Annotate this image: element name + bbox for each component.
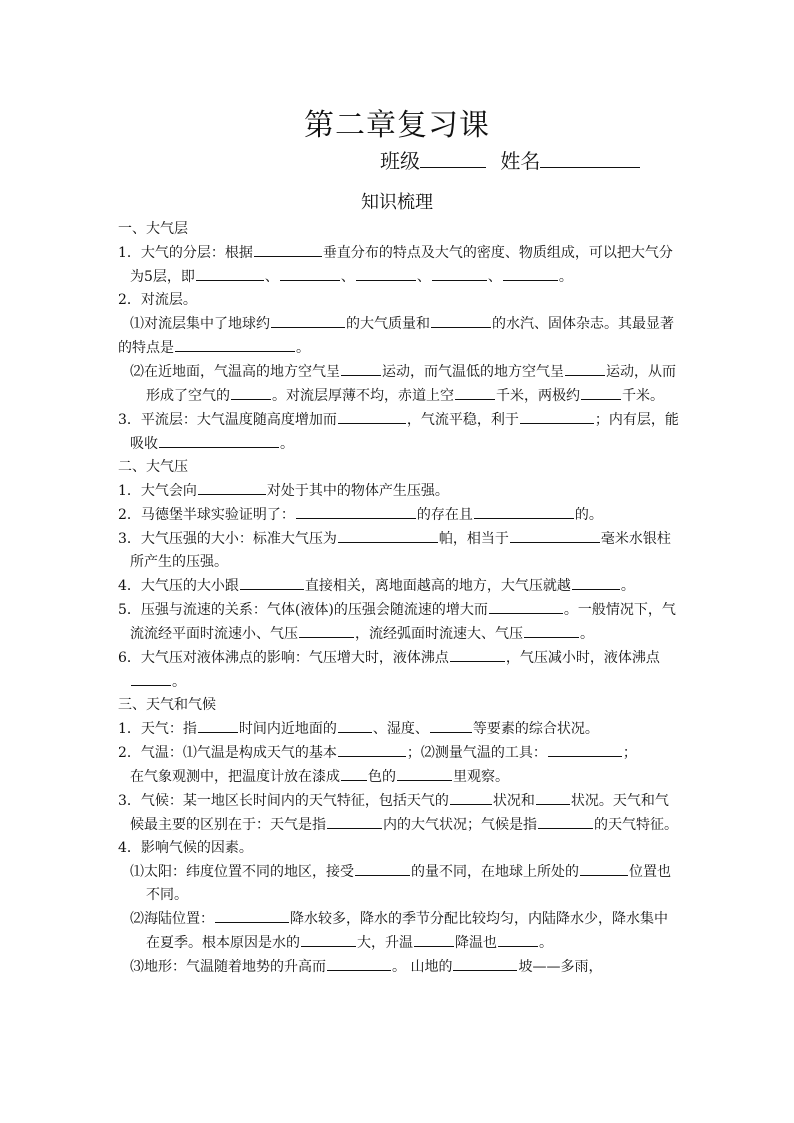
text: 位置也不同。	[146, 864, 671, 903]
section-subtitle: 知识梳理	[361, 192, 433, 213]
text: 内的大气状况；气候是指	[383, 817, 537, 833]
item-weather-2	[118, 741, 680, 765]
text: 3．平流层：大气温度随高度增加而	[118, 412, 337, 428]
blank[interactable]	[397, 765, 452, 781]
blank[interactable]	[271, 312, 345, 328]
item-pressure-2	[118, 503, 680, 527]
item-stratosphere	[118, 408, 680, 456]
blank[interactable]	[580, 860, 628, 876]
blank[interactable]	[327, 955, 391, 971]
text: ⑴对流层集中了地球约	[130, 316, 270, 332]
text: 时间内近地面的	[238, 721, 337, 737]
blank[interactable]	[356, 265, 416, 281]
item-weather-4: 4．影响气候的因素。	[118, 840, 253, 856]
text: 坡——多雨，	[518, 959, 603, 975]
blank[interactable]	[299, 622, 354, 638]
text: 3．气候：某一地区长时间内的天气特征，包括天气的	[118, 793, 449, 809]
blank[interactable]	[548, 741, 622, 757]
page-title: 第二章复习课	[304, 108, 490, 143]
blank[interactable]	[240, 574, 304, 590]
blank[interactable]	[175, 336, 295, 352]
heading-air-pressure: 二、大气压	[118, 459, 188, 475]
blank[interactable]	[301, 931, 356, 947]
text: 的存在且	[416, 507, 473, 523]
item-factor-terrain	[118, 955, 680, 979]
text: ⑴太阳：纬度位置不同的地区，接受	[130, 864, 354, 880]
blank[interactable]	[520, 408, 594, 424]
blank[interactable]	[455, 384, 495, 400]
item-troposphere: 2．对流层。	[118, 292, 197, 308]
text: 2．气温：⑴气温是构成天气的基本	[118, 745, 337, 761]
class-blank[interactable]	[420, 149, 486, 168]
text: 。	[620, 578, 635, 594]
blank[interactable]	[159, 432, 279, 448]
text: 的天气特征。	[594, 817, 678, 833]
item-pressure-5	[118, 598, 680, 646]
class-name-line	[380, 145, 640, 174]
item-layers	[118, 241, 680, 289]
blank[interactable]	[536, 789, 570, 805]
blank[interactable]	[327, 813, 382, 829]
text: 、	[416, 269, 431, 285]
text: 等要素的综合状况。	[472, 721, 599, 737]
text: 在气象观测中，把温度计放在漆成	[130, 769, 340, 785]
text: 千米。	[622, 388, 664, 404]
text: 。	[172, 674, 186, 690]
text: 、	[487, 269, 502, 285]
blank[interactable]	[338, 408, 406, 424]
blank[interactable]	[231, 384, 271, 400]
text: ；内有层，能吸收	[130, 412, 679, 452]
blank[interactable]	[565, 360, 605, 376]
item-factor-sea-land	[118, 907, 680, 955]
blank[interactable]	[581, 384, 621, 400]
text: 帕，相当于	[438, 531, 509, 547]
blank[interactable]	[450, 646, 505, 662]
text: ⑵在近地面，气温高的地方空气呈	[130, 364, 340, 380]
text: 的大气质量和	[346, 316, 430, 332]
item-weather-3	[118, 789, 680, 837]
blank[interactable]	[453, 955, 517, 971]
text: 。对流层厚薄不均，赤道上空	[272, 388, 454, 404]
text: ⑵海陆位置：	[130, 911, 214, 927]
name-blank[interactable]	[540, 149, 640, 168]
text: 状况。天气和气候最主要的区别在于：天气是指	[130, 793, 669, 833]
blank[interactable]	[432, 265, 487, 281]
text: ，流经弧面时流速大、气压	[355, 626, 523, 642]
text: 运动，而气温低的地方空气呈	[382, 364, 564, 380]
item-pressure-4	[118, 574, 680, 598]
blank[interactable]	[215, 907, 289, 923]
blank[interactable]	[280, 265, 340, 281]
text: 千米，两极约	[496, 388, 580, 404]
text: 。	[580, 626, 594, 642]
blank[interactable]	[503, 265, 558, 281]
item-weather-2b	[118, 765, 680, 789]
text: 直接相关，离地面越高的地方，大气压就越	[304, 578, 571, 594]
text: 降温也	[455, 935, 497, 951]
blank[interactable]	[450, 789, 492, 805]
item-pressure-3	[118, 527, 680, 574]
item-troposphere-b	[118, 360, 680, 408]
text: 对处于其中的物体产生压强。	[266, 483, 449, 499]
text: 1．大气的分层：根据	[118, 245, 253, 261]
text: 运动，从而形成了空气的	[146, 364, 676, 404]
blank[interactable]	[431, 312, 491, 328]
blank[interactable]	[474, 503, 574, 519]
text: 4．大气压的大小跟	[118, 578, 239, 594]
text: 。 山地的	[392, 959, 453, 975]
text: 、	[340, 269, 355, 285]
text: 6．大气压对液体沸点的影响：气压增大时，液体沸点	[118, 650, 449, 666]
name-label: 姓名	[500, 149, 541, 173]
text: 1．大气会向	[118, 483, 197, 499]
blank[interactable]	[341, 765, 367, 781]
text: 的水汽、固体杂志。其最显著的特点是	[118, 316, 674, 356]
item-weather-1	[118, 717, 680, 741]
text: ，气压减小时，液体沸点	[505, 650, 660, 666]
item-pressure-6	[118, 646, 680, 694]
class-label: 班级	[380, 149, 420, 173]
worksheet-content	[118, 218, 680, 979]
text: 2．马德堡半球实验证明了：	[118, 507, 295, 523]
blank[interactable]	[538, 813, 593, 829]
text: ⑶地形：气温随着地势的升高而	[130, 959, 326, 975]
blank[interactable]	[430, 717, 472, 733]
blank[interactable]	[198, 717, 238, 733]
blank[interactable]	[510, 527, 600, 543]
text: 。一般情况下，气流流经平面时流速小、气压	[130, 602, 676, 642]
text: 、	[264, 269, 279, 285]
text: ；	[622, 745, 637, 761]
blank[interactable]	[131, 670, 171, 686]
item-pressure-1	[118, 479, 680, 503]
text: 。	[280, 436, 294, 452]
text: 里观察。	[453, 769, 509, 785]
blank[interactable]	[572, 574, 620, 590]
text: 的。	[574, 507, 603, 523]
text: 降水较多，降水的季节分配比较均匀，内陆降水少，降水集中在夏季。根本原因是水的	[146, 911, 668, 951]
text: 1．天气：指	[118, 721, 197, 737]
blank[interactable]	[296, 503, 416, 519]
blank[interactable]	[198, 479, 266, 495]
blank[interactable]	[524, 622, 579, 638]
blank[interactable]	[489, 598, 563, 614]
text: ，气流平稳，利于	[406, 412, 519, 428]
text: 状况和	[492, 793, 535, 809]
blank[interactable]	[414, 931, 454, 947]
blank[interactable]	[341, 360, 381, 376]
blank[interactable]	[498, 931, 538, 947]
heading-atmosphere-layers: 一、大气层	[118, 221, 188, 237]
text: 3．大气压强的大小：标准大气压为	[118, 531, 337, 547]
text: 色的	[368, 769, 396, 785]
text: 。	[296, 340, 310, 356]
blank[interactable]	[338, 741, 406, 757]
text: 5．压强与流速的关系：气体(液体)的压强会随流速的增大而	[118, 602, 488, 618]
text: 毫米水银柱所产生的压强。	[130, 531, 671, 570]
blank[interactable]	[196, 265, 264, 281]
text: 。	[539, 935, 553, 951]
text: 的量不同，在地球上所处的	[411, 864, 579, 880]
blank[interactable]	[254, 241, 322, 257]
blank[interactable]	[355, 860, 410, 876]
blank[interactable]	[338, 527, 438, 543]
item-factor-sun	[118, 860, 680, 907]
blank[interactable]	[338, 717, 372, 733]
heading-weather-climate: 三、天气和气候	[118, 697, 216, 713]
text: 垂直分布的特点及大气的密度、物质组成，可以把大气分为5层，即	[130, 245, 673, 285]
text: 大，升温	[357, 935, 413, 951]
text: 。	[558, 269, 573, 285]
item-troposphere-a	[118, 312, 680, 360]
text: 、湿度、	[372, 721, 429, 737]
text: ；⑵测量气温的工具：	[406, 745, 547, 761]
